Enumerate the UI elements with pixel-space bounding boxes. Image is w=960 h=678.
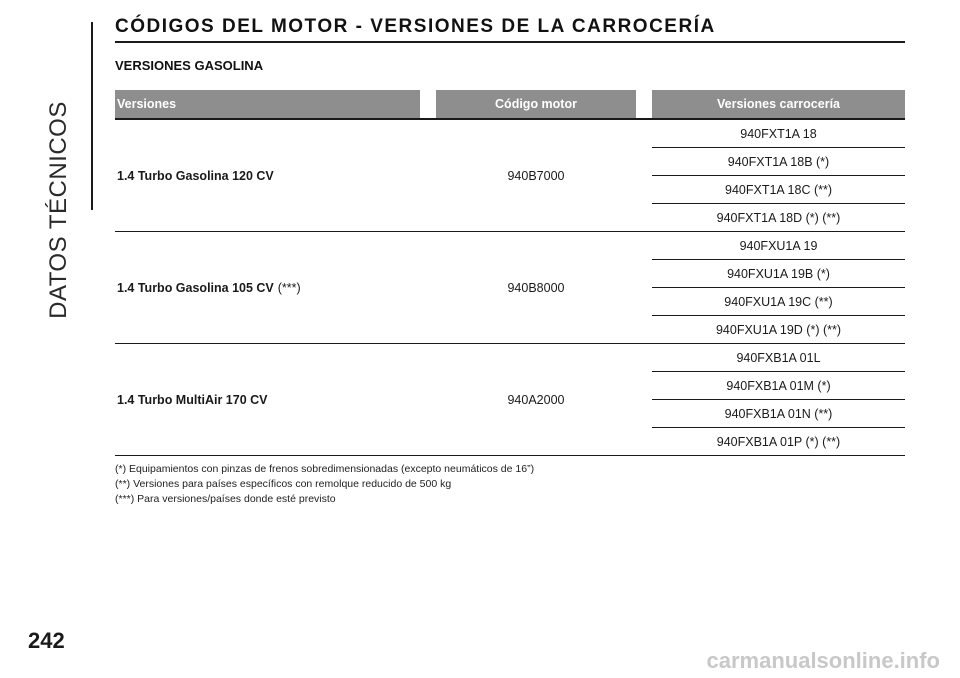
body-version: 940FXT1A 18C (**) xyxy=(652,176,905,204)
watermark: carmanualsonline.info xyxy=(706,648,940,673)
version-name: 1.4 Turbo Gasolina 120 CV xyxy=(117,168,274,183)
table-row xyxy=(115,344,905,456)
version-note: (***) xyxy=(277,280,301,295)
body-version: 940FXU1A 19C (**) xyxy=(652,288,905,316)
header-versiones: Versiones xyxy=(115,90,420,118)
header-versiones-carroceria: Versiones carrocería xyxy=(652,90,905,118)
side-rule xyxy=(91,22,93,210)
footnote: (*) Equipamientos con pinzas de frenos sobredimensionadas (excepto neumáticos de 16”) xyxy=(115,463,535,475)
engine-codes-table xyxy=(115,90,905,456)
body-versions-cell xyxy=(652,232,905,343)
body-version: 940FXT1A 18 xyxy=(652,120,905,148)
table-row xyxy=(115,120,905,232)
version-name: 1.4 Turbo Gasolina 105 CV xyxy=(117,280,274,295)
page-title: CÓDIGOS DEL MOTOR - VERSIONES DE LA CARROCERÍA xyxy=(115,16,905,43)
body-version: 940FXT1A 18B (*) xyxy=(652,148,905,176)
body-version: 940FXU1A 19D (*) (**) xyxy=(715,322,842,337)
engine-code-cell: 940B7000 xyxy=(507,168,565,183)
table-header xyxy=(115,90,905,120)
version-cell xyxy=(115,344,420,455)
body-version: 940FXT1A 18D (*) (**) xyxy=(716,210,841,225)
version-cell xyxy=(115,232,420,343)
body-version: 940FXU1A 19 xyxy=(652,232,905,260)
body-version: 940FXB1A 01N (**) xyxy=(652,400,905,428)
side-section-label: DATOS TÉCNICOS xyxy=(45,101,72,319)
body-version: 940FXB1A 01P (*) (**) xyxy=(716,434,841,449)
section-title: VERSIONES GASOLINA xyxy=(115,58,264,73)
body-versions-cell xyxy=(652,344,905,455)
engine-code-cell: 940B8000 xyxy=(507,280,565,295)
footnote: (**) Versiones para países específicos con remolque reducido de 500 kg xyxy=(115,478,452,490)
footnotes xyxy=(115,462,534,507)
body-version: 940FXB1A 01M (*) xyxy=(652,372,905,400)
version-name: 1.4 Turbo MultiAir 170 CV xyxy=(117,392,268,407)
table-row xyxy=(115,232,905,344)
body-versions-cell xyxy=(652,120,905,231)
version-cell xyxy=(115,120,420,231)
header-codigo-motor: Código motor xyxy=(436,90,636,118)
page-number: 242 xyxy=(28,628,65,653)
body-version: 940FXB1A 01L xyxy=(652,344,905,372)
engine-code-cell: 940A2000 xyxy=(507,392,565,407)
footnote: (***) Para versiones/países donde esté previsto xyxy=(115,493,336,505)
body-version: 940FXU1A 19B (*) xyxy=(652,260,905,288)
